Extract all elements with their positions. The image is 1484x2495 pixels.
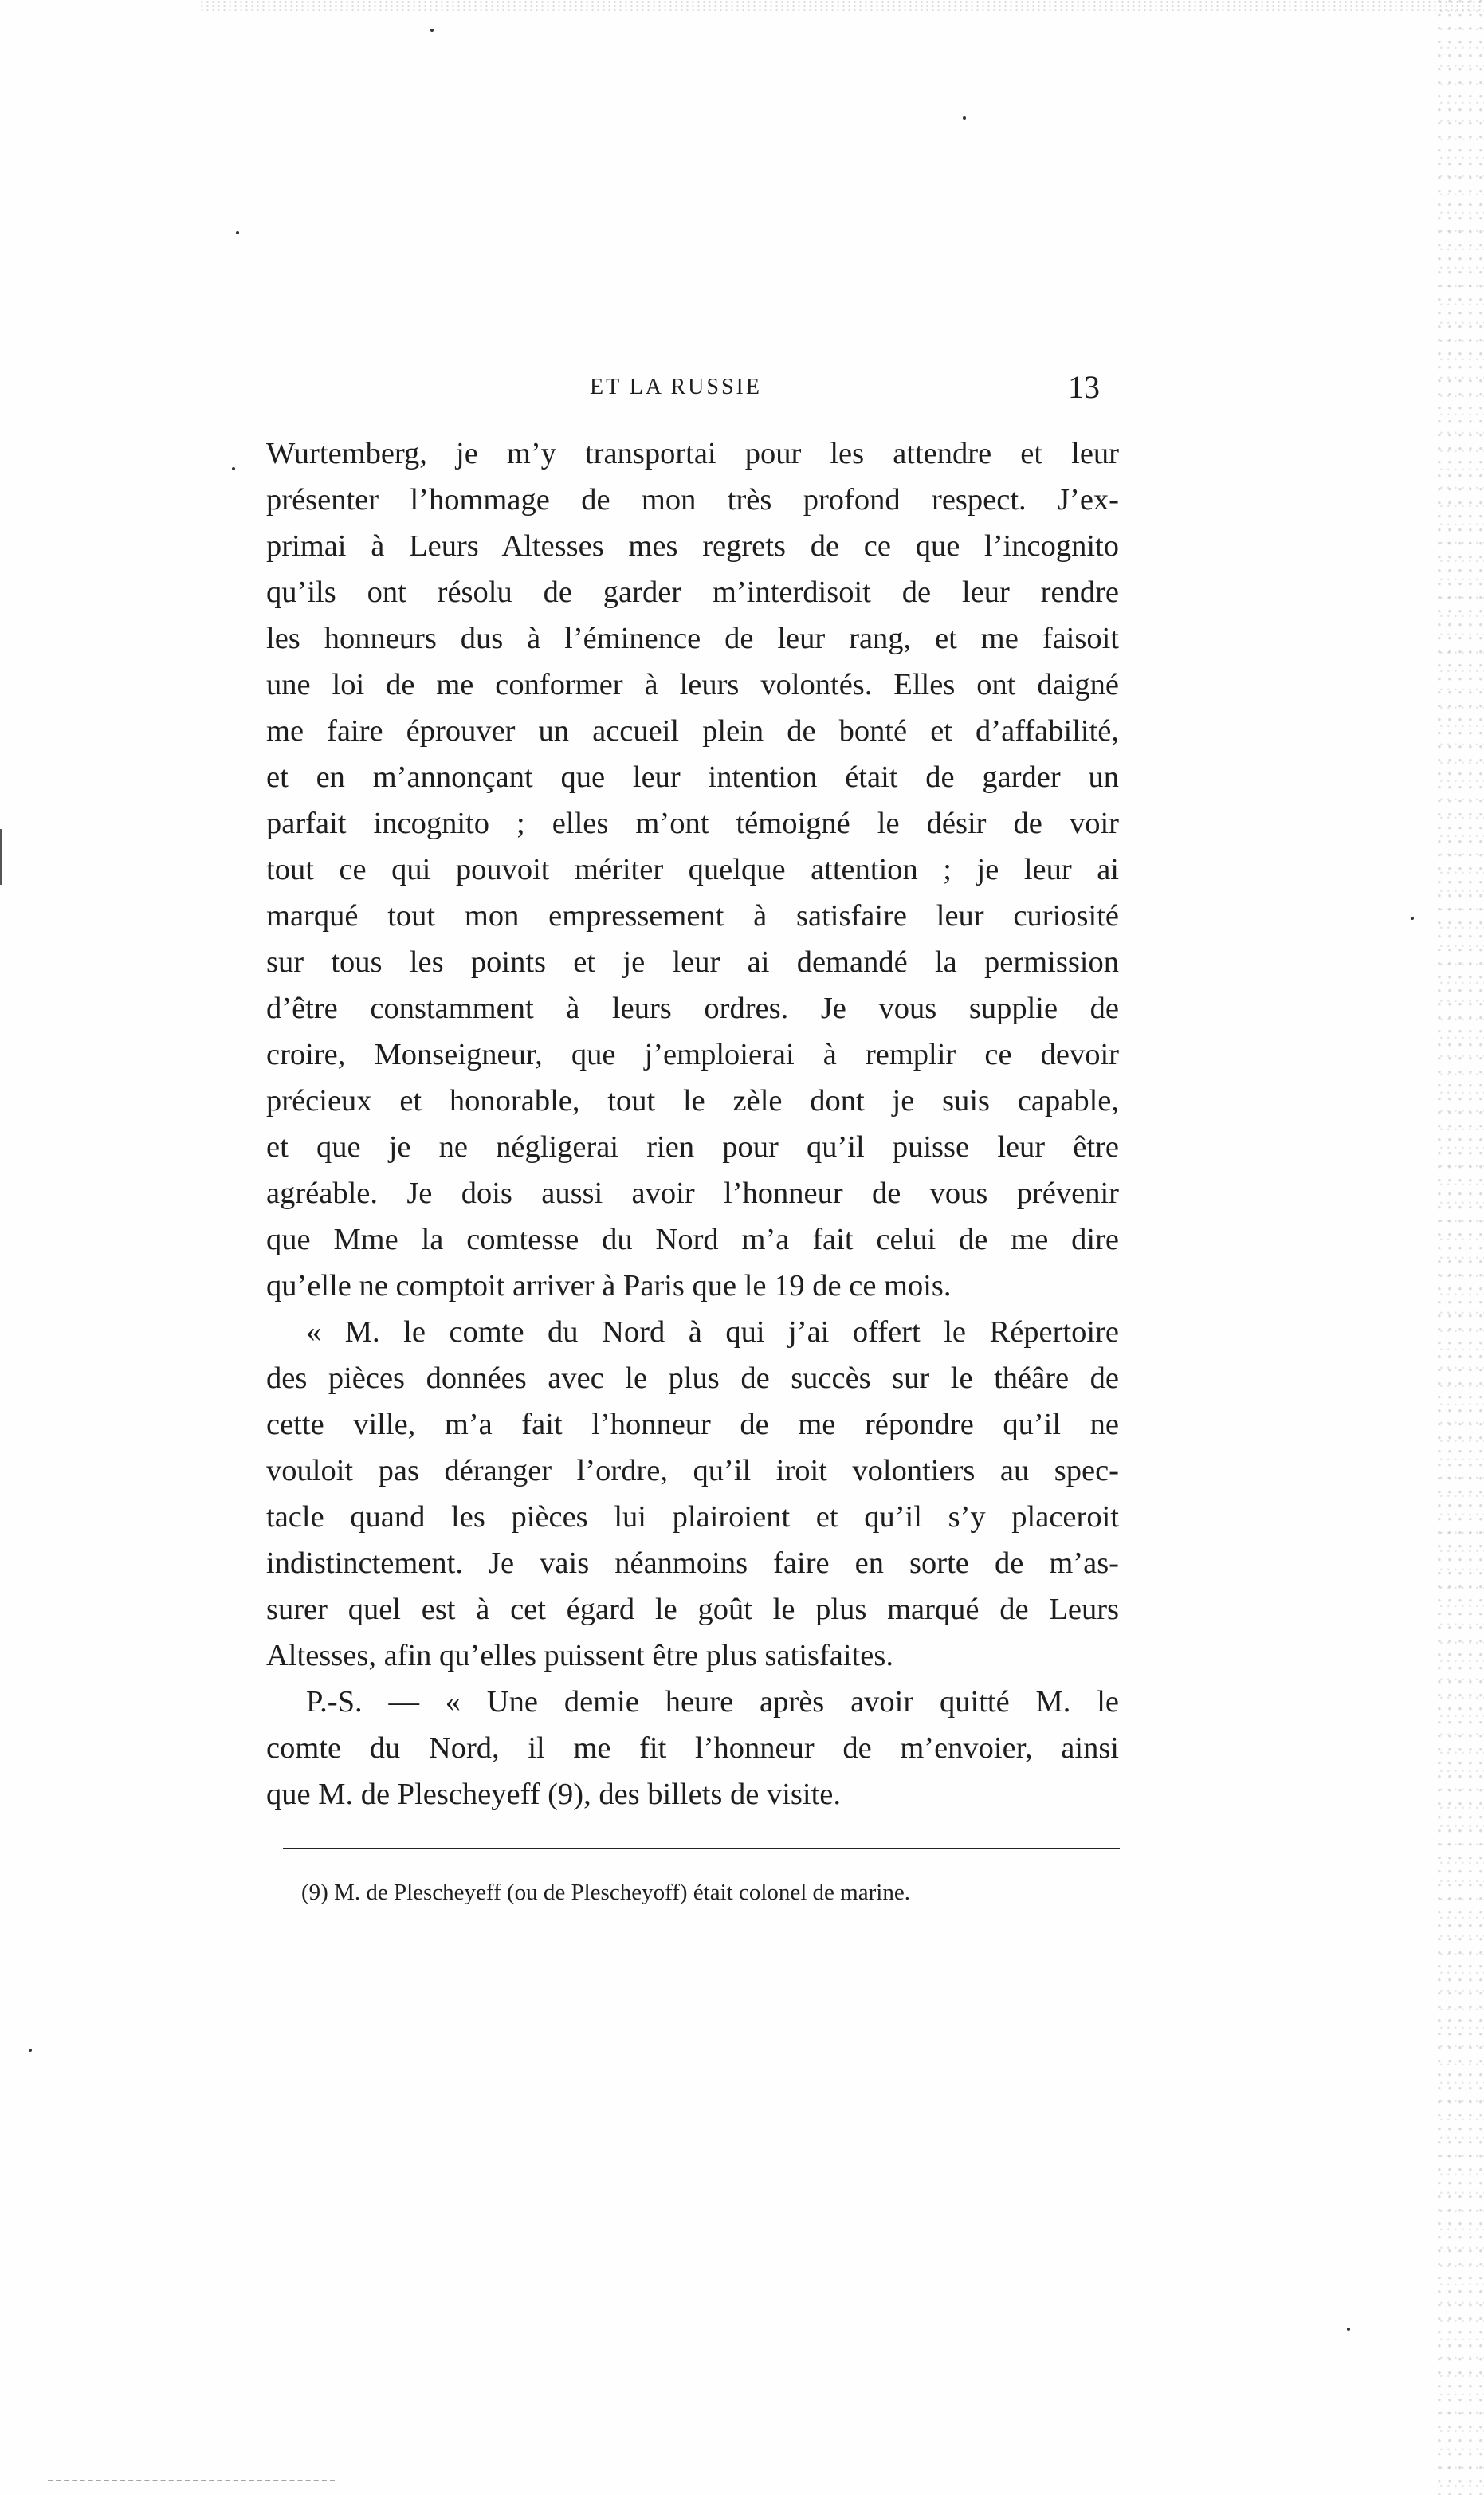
scan-edge-top	[199, 0, 1484, 11]
text-line: marqué tout mon empressement à satisfaire leur curiosité	[266, 899, 1119, 933]
scan-edge-right	[1436, 0, 1484, 2495]
speck	[430, 29, 434, 32]
margin-mark	[0, 829, 2, 885]
text-line: agréable. Je dois aussi avoir l’honneur de vous prévenir	[266, 1177, 1119, 1210]
text-line: des pièces données avec le plus de succès sur le théâre de	[266, 1361, 1119, 1395]
body-text	[266, 430, 1119, 1817]
text-line: me faire éprouver un accueil plein de bonté et d’affabilité,	[266, 714, 1119, 748]
text-line: indistinctement. Je vais néanmoins faire en sorte de m’as-	[266, 1546, 1119, 1580]
speck	[236, 231, 239, 234]
text-line: vouloit pas déranger l’ordre, qu’il iroit volontiers au spec-	[266, 1454, 1119, 1487]
text-line: que M. de Plescheyeff (9), des billets de visite.	[266, 1778, 841, 1811]
text-line: d’être constamment à leurs ordres. Je vous supplie de	[266, 992, 1119, 1025]
text-line: les honneurs dus à l’éminence de leur rang, et me faisoit	[266, 622, 1119, 655]
text-line: tacle quand les pièces lui plairoient et qu’il s’y placeroit	[266, 1500, 1119, 1534]
text-line: Wurtemberg, je m’y transportai pour les attendre et leur	[266, 437, 1119, 470]
running-title: ET LA RUSSIE	[590, 375, 762, 399]
text-line: qu’ils ont résolu de garder m’interdisoit de leur rendre	[266, 576, 1119, 609]
text-line: comte du Nord, il me fit l’honneur de m’envoier, ainsi	[266, 1731, 1119, 1765]
page-number: 13	[1068, 369, 1100, 405]
speck	[1411, 917, 1414, 920]
text-line: présenter l’hommage de mon très profond respect. J’ex-	[266, 483, 1119, 517]
text-line: précieux et honorable, tout le zèle dont je suis capable,	[266, 1084, 1119, 1118]
speck	[232, 467, 235, 470]
text-line: tout ce qui pouvoit mériter quelque attention ; je leur ai	[266, 853, 1119, 886]
footnote: (9) M. de Plescheyeff (ou de Plescheyoff) était colonel de marine.	[301, 1880, 910, 1905]
text-line: que Mme la comtesse du Nord m’a fait celui de me dire	[266, 1223, 1119, 1256]
text-line: P.-S. — « Une demie heure après avoir quitté M. le	[306, 1685, 1119, 1719]
text-line: et en m’annonçant que leur intention était de garder un	[266, 760, 1119, 794]
scan-edge-bottom	[48, 2480, 335, 2484]
text-line: croire, Monseigneur, que j’emploierai à remplir ce devoir	[266, 1038, 1119, 1071]
text-line: primai à Leurs Altesses mes regrets de ce que l’incognito	[266, 529, 1119, 563]
text-line: parfait incognito ; elles m’ont témoigné le désir de voir	[266, 807, 1119, 840]
speck	[1347, 2328, 1350, 2331]
speck	[963, 116, 966, 120]
text-line: cette ville, m’a fait l’honneur de me répondre qu’il ne	[266, 1408, 1119, 1441]
text-line: Altesses, afin qu’elles puissent être plus satisfaites.	[266, 1639, 893, 1672]
text-line: « M. le comte du Nord à qui j’ai offert le Répertoire	[306, 1315, 1119, 1349]
footnote-divider	[283, 1848, 1120, 1849]
text-line: qu’elle ne comptoit arriver à Paris que le 19 de ce mois.	[266, 1269, 952, 1303]
speck	[29, 2049, 32, 2052]
text-line: sur tous les points et je leur ai demandé la permission	[266, 945, 1119, 979]
text-line: surer quel est à cet égard le goût le plus marqué de Leurs	[266, 1593, 1119, 1626]
running-head	[271, 368, 1116, 416]
text-line: une loi de me conformer à leurs volontés. Elles ont daigné	[266, 668, 1119, 701]
text-line: et que je ne négligerai rien pour qu’il puisse leur être	[266, 1130, 1119, 1164]
